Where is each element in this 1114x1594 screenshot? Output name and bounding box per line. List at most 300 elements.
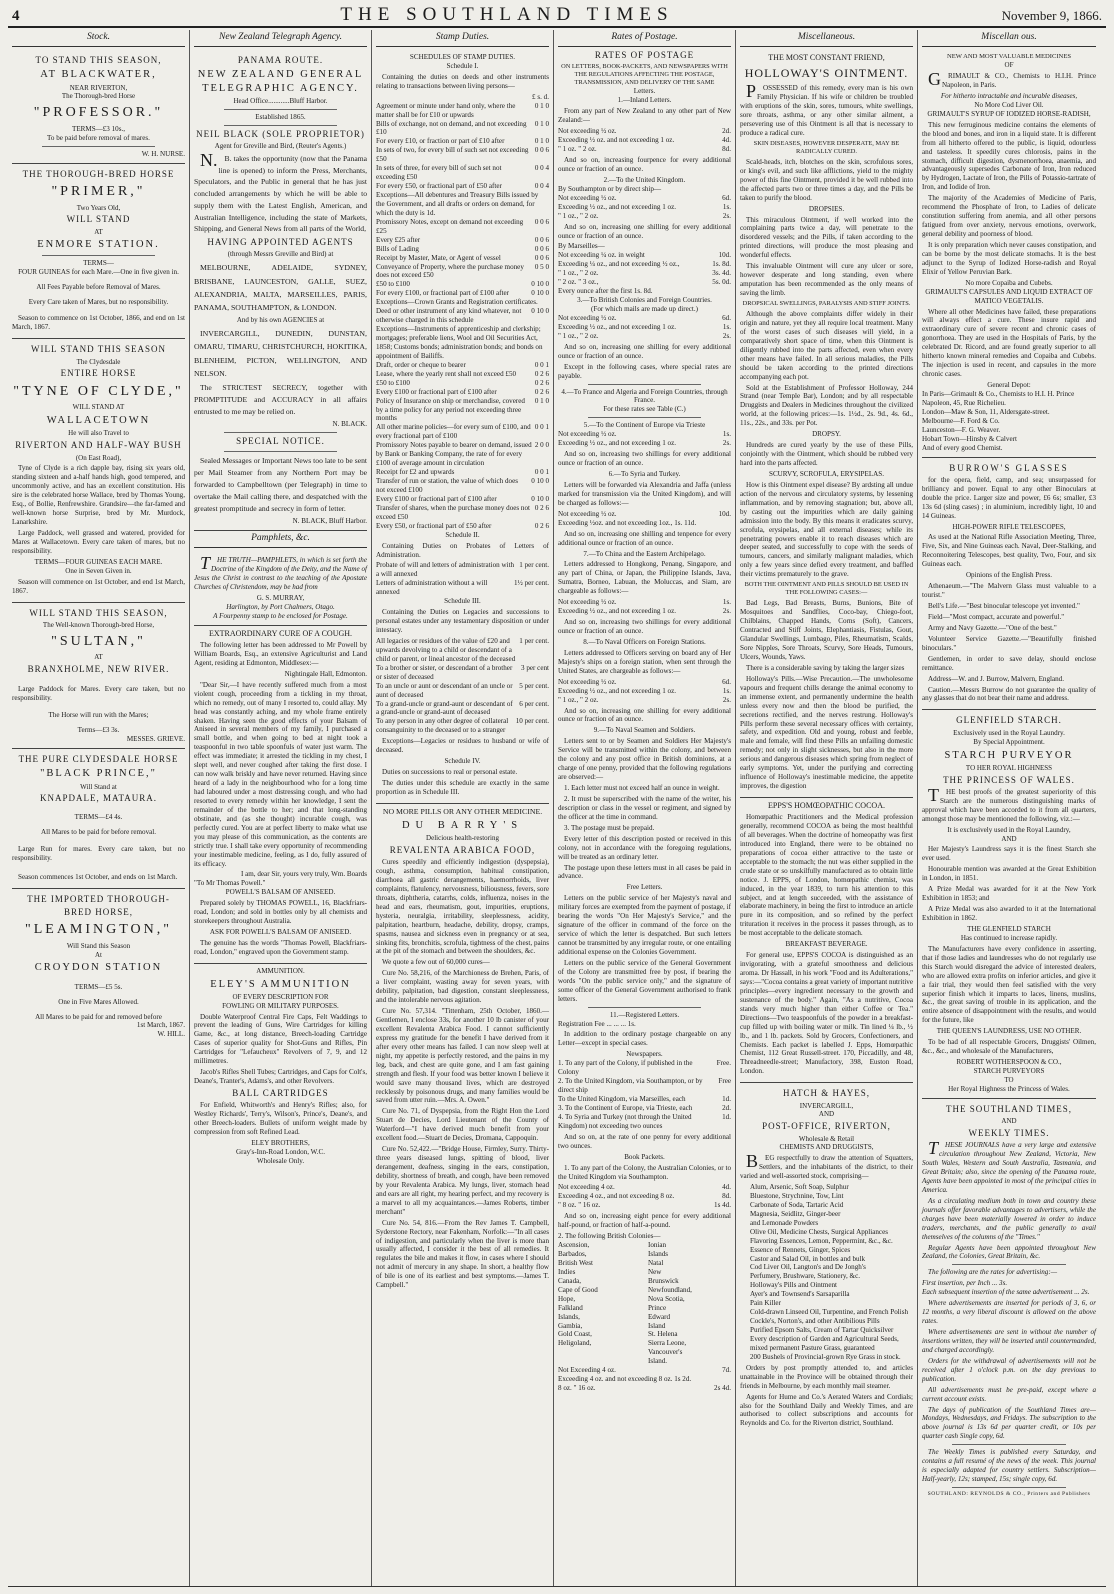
rate-table [558,598,731,616]
stock-item: Purified Epsom Salts, Cream of Tartar Quicksilver [750,1326,894,1335]
ad-title: NO MORE PILLS OR ANY OTHER MEDICINE. [382,806,543,816]
ad-line: WILL STAND [66,214,131,225]
stock-item: Holloway's Pills and Ointment [750,1281,837,1290]
ad-line: BALL CARTRIDGES [232,1088,329,1099]
row-value: 0 10 0 [531,494,549,503]
depot-item: London—Maw & Son, 11, Aldersgate-street. [922,407,1050,416]
row-label: To an uncle or aunt or descendant of an uncle or aunt of deceased [376,681,513,699]
rate-note: 2. The following British Colonies— [558,1232,661,1241]
row-value: 0 2 6 [534,369,549,378]
row-value: 7d. [722,1366,731,1375]
ad-line: Will Stand at [80,782,117,791]
row-label: In sets of two, for every bill of such set not exceeding £50 [376,146,529,164]
ad-body: Prepared solely by THOMAS POWELL, 16, Blackfriars-road, London; and sold in bottles only by all chemists and storekeepers throughout Australia. [194,899,367,926]
row-label: Exceeding ½ oz. and not exceeding 1 oz. [558,136,675,145]
row-value: 1s. [722,598,731,607]
colony-name: Heligoland, [558,1339,592,1348]
ad-line: BRANXHOLME, NEW RIVER. [27,664,170,675]
rate-note: By Marseilles— [558,242,605,251]
newspaper-title: THE SOUTHLAND TIMES [340,4,674,25]
ad-line: Agent for Greville and Bird, (Reuter's Agents.) [214,141,347,150]
rate-note: And so on, increasing one shilling for every additional ounce or fraction of an ounce. [558,706,731,724]
rate-rule: 3. The postage must be prepaid. [564,823,655,832]
ad-line: Harlington, by Port Chalmers, Otago. [226,603,335,612]
subsection-title: Newspapers. [626,1050,663,1059]
ad-body: As a circulating medium both in town and country these journals offer favorable advantages to advertisers, while the charges have been materially lowered in order to induce traders, merchants, and the public generally to avail themselves of the columns of the "Times." [922,1196,1096,1241]
press-quote: Volunteer Service Gazette.—"Beautifully finished binoculars." [922,634,1096,652]
row-label: 8 oz. " 16 oz. [558,1384,596,1393]
ad-line: STARCH PURVEYORS [973,1067,1045,1076]
ad-cough-cure [194,626,367,964]
ad-title: BURROW'S GLASSES [949,462,1069,473]
ad-title: DU BARRY'S [401,819,524,831]
ad-line: BRED HORSE, [63,906,133,917]
row-label: Every £100 or fractional part of £100 after [376,494,497,503]
table-row [558,1375,731,1384]
ad-line: FOUR GUINEAS for each Mare.—One in five given in. [18,267,179,276]
row-value: 0 1 0 [534,137,549,146]
row-value [546,298,549,307]
row-value: 0 10 0 [531,280,549,289]
colony-name: Gambia, [558,1321,583,1330]
row-label: To the United Kingdom, via Marseilles, each [558,1095,686,1104]
table-row [558,332,731,341]
table-row [558,323,731,332]
rate-note: Letters will be forwarded via Alexandria and Jaffa (unless marked for transmission via the United Kingdom), and will be charged as follows:— [558,480,731,507]
ad-body: Address—W. and J. Burrow, Malvern, England. [928,674,1065,683]
ad-line: STARCH PURVEYOR [944,749,1074,761]
ad-body: Gentlemen, in order to save delay, should enclose remittance. [922,654,1096,672]
page-number: 4 [12,8,20,24]
row-label: Draft, order or cheque to bearer [376,360,466,369]
row-value: 2s. [722,695,731,704]
table-row [376,236,549,245]
ad-line: REVALENTA ARABICA FOOD, [389,844,536,855]
row-label: Lease, where the yearly rent shall not exceed £50 [376,369,517,378]
ad-line: At [95,950,102,959]
ad-line: THE THOROUGH-BRED HORSE [22,168,175,179]
stock-item: Magnesia, Seidlitz, Ginger-beer [750,1209,841,1218]
ad-body: The genuine has the words "Thomas Powell, Blackfriars-road, London," engraved upon the Government stamp. [194,939,367,956]
row-value: 10d. [718,509,731,518]
table-row [376,263,549,281]
subsection-title: 6.—To Syria and Turkey. [608,470,681,479]
row-label: " 2 oz. " 3 oz., [558,278,599,287]
table-row [558,439,731,448]
ad-title: EPPS'S HOMŒOPATHIC COCOA. [768,801,885,811]
ad-line: And by his own AGENCIES at [236,316,325,325]
row-label: Promissory Notes payable to bearer on demand, issued by Bank or Banking Company, the rate of for every £100 of average amount in circulation [376,441,532,468]
row-label: Probate of will and letters of administration with a will annexed [376,561,515,579]
schedule-intro: Containing the Duties on Legacies and successions to personal estates under any testamentary disposition or under intestacy. [376,608,549,635]
rate-note: And so on, increasing two shillings for every additional ounce or fraction of an ounce. [558,450,731,468]
rate-table [558,314,731,341]
ad-line: The Clydesdale [76,357,121,366]
subsection-title: Book Packets. [624,1152,665,1161]
ad-body: Tyne of Clyde is a rich dapple bay, rising six years old, standing sixteen and a-half hands high, good tempered, and uncommonly active, and has an excellent constitution. His sire is the celebrated horse Wallace, bred by Thomas Young, Esq., of Bollie, Renfrewshire. Grandsire—the far-famed and well-known horse Surprise, bred by Mr. Murdock, Lanarkshire. [12,464,185,527]
rate-note: And so on, increasing one shilling and tenpence for every additional ounce or fraction of an ounce. [558,529,731,547]
colony-name: Barbados, [558,1250,587,1259]
ad-line: POWELL'S BALSAM OF ANISEED. [225,888,336,897]
row-label: Not exceeding ½ oz. [558,127,617,136]
ad-grimault [922,50,1096,458]
row-label: Receipt by Master, Mate, or Agent of vessel [376,253,501,262]
ad-body: Agents for Hume and Co.'s Aerated Waters and Cordials; also for the Southland Daily and Weekly Times, and are authorised to collect subscriptions and accounts for Reynolds and Co. for the Riverton district, Southland. [740,1392,913,1428]
ad-body: The days of publication of the Southland Times are—Mondays, Wednesdays, and Fridays. The subscription to the above journal is 13s 6d per quarter credit, or 10s per quarter cash Single copy, 6d. [922,1405,1096,1441]
cure-list [376,969,549,1290]
table-row [558,1059,731,1077]
ad-body: Where advertisements are inserted for periods of 3, 6, or 12 months, a very liberal discount is allowed on the above rates. [922,1299,1096,1326]
ad-line: ENMORE STATION. [37,239,160,251]
column-heading: Miscellaneous. [740,30,913,47]
ad-black-prince [12,749,185,888]
row-label: Exceeding ¼ oz., and not exceeding ½ oz., [558,260,680,269]
ad-title: EXTRAORDINARY CURE OF A COUGH. [208,628,353,638]
table-row [376,717,549,735]
press-quotes [922,582,1096,653]
ad-body: Cures speedily and efficiently indigestion (dyspepsia), cough, asthma, consumption, habitual constipation, diarrhoea all gastric derangements, haemorrhoids, liver complaints, flatulency, nervousness, biliousness, fevers, sore throats, diphtheria, catarrhs, colds, influenza, noises in the head and ears, rheumatism, gout, impurities, eruptions, hysteria, neuralgia, irritability, sleeplessness, acidity, palpitation, heartburn, headache, debility, dropsy, cramps, spasms, nausea and sickness even in pregnancy or at sea, sinking fits, bronchitis, scrofula, tightness of the chest, pains at the pit of the stomach and between the shoulders, &c. [376,858,549,956]
table-row [558,607,731,616]
ad-line: First insertion, per Inch ... 3s. [922,1279,1008,1288]
rate-table [558,127,731,154]
stock-item: Olive Oil, Medicine Chests, Surgical Appliances [750,1227,888,1236]
rate-table [558,678,731,705]
stock-item: Flavoring Essences, Lemon, Peppermint, &c., &c. [750,1236,893,1245]
ad-line: No more Copaiba and Cubebs. [965,278,1053,287]
ad-body: A Prize Medal was also awarded to it at the International Exhibition in 1862. [922,905,1096,923]
stock-item: Perfumery, Brushware, Stationery, &c. [750,1272,860,1281]
ad-signature: I am, dear Sir, yours very truly, Wm. Boards [241,870,367,879]
ad-line: The Well-known Thorough-bred Horse, [42,620,155,629]
table-row [558,678,731,687]
ad-tyne-of-clyde [12,339,185,602]
rate-note: Letters on the public service of the General Government of the Colony are transmitted free by post, if bearing the words "On the public service only," and the signature of some officer of the General Government authorised to frank letters. [558,958,731,1003]
row-label: " 1 oz., " 2 oz. [558,269,599,278]
ad-line: AMMUNITION. [256,966,305,975]
row-label: " 1 oz. " 2 oz. [558,145,597,154]
rate-note: In addition to the ordinary postage chargeable on any Letter—except in special cases. [558,1030,731,1048]
rate-note: And so on, increasing two shillings for every additional ounce or fraction of an ounce. [558,618,731,636]
table-row [376,102,549,120]
stock-list [740,1183,913,1362]
row-label: Letters of administration without a will annexed [376,579,488,597]
colony-name: Falkland Islands, [558,1303,583,1321]
row-label: 2. To the United Kingdom, via Southampton, or by direct ship [558,1077,703,1095]
stock-item: Bluestone, Strychnine, Tow, Lint [750,1191,844,1200]
row-label: 4. To Syria and Turkey (not through the United Kingdom) not exceeding two ounces [558,1112,692,1130]
ad-line: Head Office............Bluff Harbor. [233,96,328,105]
table-row [376,218,549,236]
column-stamp-duties [372,30,554,1586]
row-label: To a brother or sister, or descendant of a brother or sister of deceased [376,663,513,681]
row-value: 1½ per cent. [513,579,549,588]
row-value: 0 0 6 [534,253,549,262]
row-value: 0 2 6 [534,521,549,530]
ad-line: CHEMISTS AND DRUGGISTS, [779,1143,874,1152]
table-row [558,598,731,607]
ad-line: For hitherto intractable and incurable diseases, [940,91,1078,100]
press-quote: Army and Navy Gazette.—"One of the best." [928,623,1057,632]
colony-name: Sierra Leone, [647,1339,687,1348]
colony-name: Newfoundland, [647,1285,692,1294]
row-label: Exceeding 4 oz. and not exceeding 8 oz. 1s 2d. [558,1375,692,1384]
ad-line: AT [94,653,103,662]
row-label: Deed or other instrument of any kind whatever, not otherwise charged in this schedule [376,307,522,325]
row-value: 1d. [722,1095,731,1104]
colony-name: St. Helena [647,1330,678,1339]
ad-line: WILL STAND THIS SEASON [30,344,167,355]
row-value: 2s. [722,211,731,220]
colony-name: Vancouver's Island. [647,1348,683,1366]
ad-body: Her Majesty's Laundress says it is the finest Starch she ever used. [922,845,1096,863]
ad-body: There is a considerable saving by taking the larger sizes [746,663,905,672]
ad-line: (through Messrs Greville and Bird) at [227,250,334,259]
ad-pamphlets [194,551,367,626]
ad-line: Season commences 1st October, and ends on 1st March. [18,872,178,881]
row-label: To any person in any other degree of collateral consanguinity to the deceased or to a stranger [376,717,509,735]
section-heading: Pamphlets, &c. [194,531,367,548]
table-row [376,280,549,289]
ad-title: NEW ZEALAND GENERAL TELEGRAPHIC AGENCY. [197,69,364,94]
table-row [376,441,549,468]
colony-name: Ionian Islands [647,1241,669,1259]
row-label: Not exceeding ½ oz. [558,509,617,518]
colony-name: Canada, [558,1276,582,1285]
ad-body: Holloway's Pills.—Wise Precaution.—The unwholesome vapours and frequent chills derange the animal economy to an immense extent, and permanently undermine the health unless every now and then the blood be purified, the secretions rectified, and the nerves restrung. Holloway's Pills perform these several necessary offices with certainty, safety, and expedition. Old and young, robust and feeble, male and female, will find these Pills an unfailing domestic remedy; not only in slight sicknesses, but also in the more serious and dangerous diseases which spring from neglect of early symptoms. Yet, under the purifying and correcting influence of Holloway's inestimable medicine, the appetite improves, the digestion [740,674,913,791]
ad-subhead: DROPSY. [812,430,841,439]
table-row [558,1095,731,1104]
column-heading: Stamp Duties. [376,30,549,47]
ad-line: 1st March, 1867. [136,1021,185,1030]
table-row [376,182,549,191]
row-value: 2 0 0 [534,441,549,450]
rate-note: Letters addressed to Hongkong, Penang, Singapore, and any part of China, or Japan, the Philippine Islands, Java, Sumatra, Borneo, Labuan, the Moluccas, and Siam, are chargeable as follows:— [558,560,731,596]
ad-line: Exclusively used in the Royal Laundry. [953,728,1065,737]
ad-body: Bad Legs, Bad Breasts, Burns, Bunions, Bite of Mosquitoes and Sandflies, Coco-bay, Chiego-foot, Chilblains, Chapped Hands, Corns (Soft), Cancers, Contracted and Stiff Joints, Elephantiasis, Fistulas, Gout, Glandular Swellings, Lumbago, Piles, Rheumatism, Scalds, Sore Nipples, Sore Throats, Scurvy, Sore Heads, Tumours, Ulcers, Wounds, Yaws. [740,599,913,661]
ad-line: Season to commence on 1st October, 1866, and end on 1st March, 1867. [12,314,185,332]
ad-body: Hundreds are cured yearly by the use of these Pills, conjointly with the Ointment, which should be rubbed very hard into the parts affected. [740,441,913,468]
rate-note: Every ounce after the first 1s. 8d. [558,287,653,296]
columns [8,30,1106,1587]
table-row [558,136,731,145]
cure-testimonial: Cure No. 57,314. "Tittenham, 25th October, 1860.—Gentlemen, I enclose 33s, for another 10 lb canister of your excellent Revalenta Arabica Food. I cannot sufficiently express my gratitude for the benefit I have derived from it after every other means has failed. I can now sleep well at night, my appetite is perfectly restored, and the pains in my leg, back, and chest are quite gone, and I am fast gaining strength and flesh. If your food was better known I believe it would save many thousand lives, which are destroyed recklessly by poisonous drugs, and many families would be saved from utter ruin.—Mrs. A. Owen." [376,1007,549,1105]
ad-line: NEIL BLACK (SOLE PROPRIETOR) [196,128,365,139]
row-value: 1s. [722,322,731,331]
stock-item: Pain Killer [750,1299,781,1308]
table-row [376,504,549,522]
table-row [376,682,549,700]
ad-line: RIVERTON AND HALF-WAY BUSH [15,440,182,451]
ad-line: Gray's-Inn-Road London, W.C. [236,1148,325,1157]
rate-note: For these rates see Table (C.) [603,405,686,414]
table-row [376,307,549,325]
ad-primer [12,164,185,340]
cure-testimonial: Cure No. 71, of Dyspepsia, from the Right Hon the Lord Stuart de Decies, Lord Lieutenant of the County of Waterford—"I have derived much benefit from your excellent food.—Stuart de Decies, Dromana, Cappoquin. [376,1107,549,1143]
row-label: Exceeding ½ oz., and not exceeding 1 oz. [558,322,676,331]
ad-line: One in Seven Given in. [65,566,132,575]
ad-line: PANAMA ROUTE. [237,54,324,65]
section-subtitle: ON LETTERS, BOOK-PACKETS, AND NEWSPAPERS WITH THE REGULATIONS AFFECTING THE POSTAGE, TRANSMISSION, AND DELIVERY OF THE SAME [561,63,728,87]
ad-body: We quote a few out of 60,000 cures— [382,958,490,967]
row-label: Exceeding ½ oz., and not exceeding 1 oz. [558,686,676,695]
colony-list-left [558,1241,641,1366]
rate-table [558,510,731,528]
ad-line: THE PRINCESS OF WALES. [943,774,1075,785]
ad-line: POST-OFFICE, RIVERTON, [762,1121,891,1132]
ad-line: SPECIAL NOTICE. [236,436,325,447]
ad-line: One in Five Mares Allowed. [58,997,139,1006]
ad-body: Homœpathic Practitioners and the Medical profession generally, recommend COCOA as being the most healthful of all beverages. When the doctrine of homeopathy was first introduced into England, there were to be obtained no preparations of cocoa either attractive to the taste or acceptable to the stomach; the nut was either supplied in the crude state or so unskilfully manufactured as to obtain little notice. J. EPPS, of London, homœpathic chemist, was induced, in the year 1839, to turn his attention to this subject, and at length succeeded, with the assistance of elaborate machinery, in being the first to introduce an article pure in its composition, and so refined by the perfect trituration it receives in the process it passes through, as to be most acceptable to the delicate stomach. [740,813,913,938]
ad-line: THE MOST CONSTANT FRIEND, [768,52,885,62]
table-row [558,251,731,260]
row-label: " 1 oz., " 2 oz. [558,695,599,704]
row-value: 3 per cent [521,663,549,672]
table-row [376,361,549,370]
ad-line: It is exclusively used in the Royal Laundry, [947,825,1071,834]
ad-line: TO STAND THIS SEASON, [35,54,162,65]
ad-line: AND [818,1110,835,1119]
table-row [376,191,549,218]
table-row [558,203,731,212]
row-label: Every £100 or fractional part of £100 after [376,387,497,396]
ad-line: AND [1001,834,1017,843]
row-value: 10d. [718,251,731,260]
stock-item: and Lemonade Powders [750,1218,819,1227]
stock-item: Cold-drawn Linseed Oil, Turpentine, and French Polish [750,1308,909,1317]
ad-body: The STRICTEST SECRECY, together with PROMPTITUDE and ACCURACY in all affairs entrusted to me may be relied on. [194,383,367,417]
ad-line: AT [94,227,103,236]
row-label: Transfer of shares, when the purchase money does not exceed £50 [376,503,530,521]
ad-line: The Thorough-bred Horse [61,92,136,101]
ad-signature: MESSES. GRIEVE. [126,735,185,744]
table-row [376,579,549,597]
ad-line: AND [1001,1117,1017,1126]
colony-name: Cape of Good Hope, [558,1285,598,1303]
ad-line: ASK FOR POWELL'S BALSAM OF ANISEED. [209,928,352,937]
rate-note: And so on, increasing one shilling for every additional ounce or fraction of an ounce. [558,342,731,360]
ad-body: Large Run for mares. Every care taken, but no responsibility. [12,844,185,862]
row-value: 2d. [722,1103,731,1112]
row-value: 0 0 4 [534,164,549,173]
schedule-intro: Containing the duties on deeds and other instruments relating to transactions between living persons— [376,72,549,90]
row-label: Every £50, or fractional part of £50 after [376,521,492,530]
ad-body: How is this Ointment expel disease? By ardsting all undue action of the nervous and circulatory systems, by lessening inflammation, and by removing stagnation; but, above all, by casting out the impurities which are daily gaining admission into the body. By this means it eradicates scurvy, scrofula, erysipelas, and all external diseases; while its penetrating powers enable it to reach diseases which are deeper seated, and successfully to cope with the seeds of tumours, cancers, and similarly malignant maladies, which only a few years since defied every treatment, and baffled their victims prematurely to the grave. [740,480,913,579]
row-label: Conveyance of Property, where the purchase money does not exceed £50 [376,262,524,280]
rate-note: The postage upon these letters must in all cases be paid in advance. [558,863,731,881]
row-label: Not exceeding ½ oz. [558,313,617,322]
ad-title: WEEKLY TIMES. [968,1127,1050,1138]
row-label: In sets of three, for every bill of such set not exceeding £50 [376,164,502,182]
ad-line: Delicious health-restoring [426,833,499,842]
row-label: Receipt for £2 and upwards [376,468,455,477]
ad-body: It is only preparation which never causes constipation, and can be borne by the most delicate stomachs. It is the best adjunct to the Syrup of Iodized Horse-radish and Royal Elixir of Yellow Peruvian Bark. [922,240,1096,276]
ad-body: Jacob's Rifles Shell Tubes; Cartridges, and Caps for Colt's, Deane's, Tranter's, Adams's, and other Revolvers. [194,1068,367,1086]
ad-body: Where all other Medicines have failed, these preparations will always effect a cure. These insure rapid and extraordinary cure of severe recent and chronic cases of gonorrhoea. They are used in the Hospitals of Paris, by the celebrated Dr. Ricord, and are found greatly superior to all hitherto known mineral remedies and Copaiba and Cubebs. The injection is used in recent, and capsules in the more chronic cases. [922,307,1096,379]
rate-table [558,1366,731,1393]
ad-subhead: GRIMAULT'S CAPSULES AND LIQUID EXTRACT OF MATICO VEGETALIS. [925,287,1093,305]
ad-line: All Mares to be paid for and removed before [35,1012,162,1021]
ad-title: HOLLOWAY'S OINTMENT. [744,66,909,81]
stock-item: Every description of Garden and Agricultural Seeds, mixed permanent Pasture Grass, guaranteed [750,1334,899,1352]
ad-subhead: BOTH THE OINTMENT AND PILLS SHOULD BE USED IN THE FOLLOWING CASES:— [744,581,909,597]
row-value [546,191,549,218]
row-value: 8d. [722,1192,731,1201]
ad-subhead: BREAKFAST BEVERAGE. [785,940,868,949]
rate-table [558,1183,731,1210]
ad-line: KNAPDALE, MATAURA. [39,793,158,804]
ad-signature: W. H. NURSE. [141,149,185,158]
subsection-title: 8.—To Naval Officers on Foreign Stations. [583,637,706,646]
rate-note: And so on, at the rate of one penny for every additional two ounces. [558,1132,731,1150]
stamp-duties-schedules [376,50,549,804]
ad-line: "To Mr Thomas Powell." [194,879,266,888]
ad-body: Caution.—Messrs Burrow do not guarantee the quality of any glasses that do not bear their name and address. [922,685,1096,703]
colony-name: Prince Edward Island [647,1303,671,1330]
subsection-title: Letters. [633,87,656,96]
row-value: 1s. [722,430,731,439]
horse-name: "LEAMINGTON," [25,922,172,938]
row-value: 0 10 0 [531,289,549,298]
ad-body: for the opera, field, camp, and sea; unsurpassed for brilliancy and power. Equal to any other Binoculars at double the price. Larger size and power, £6 6s; smaller, £3 13s 6d (sling cases) ; in aluminium, incredibly light, 10 and 14 Guineas. [922,475,1096,520]
table-row [558,1077,731,1095]
ad-leamington [12,889,185,1040]
ad-body: THE best proofs of the greatest superiority of this Starch are the numerous distinguishing marks of approval which have been accorded to it from all quarters, amongst those may be mentioned the following, viz.:— [922,784,1096,823]
ad-line: ROBERT WOTHERSPOON & CO., [956,1058,1062,1067]
table-row [558,260,731,269]
row-value [546,325,549,361]
stock-item: 200 Bushels of Provincial-grown Rye Grass in stock. [750,1352,901,1361]
row-value: 1d. [722,1112,731,1121]
ad-line: TO [1004,1075,1014,1084]
ad-line: Wholesale & Retail [798,1134,855,1143]
ad-title: HATCH & HAYES, [783,1088,870,1099]
ad-line: ENTIRE HORSE [60,368,137,379]
rate-note: And so on, increasing fourpence for every additional ounce or fraction of an ounce. [558,156,731,173]
colony-name: New Brunswick [647,1267,679,1285]
ad-line: Two Years Old, [76,203,121,212]
table-row [376,495,549,504]
table-row [376,700,549,718]
row-label: All other marine policies—for every sum of £100, and every fractional part of £100 [376,423,531,441]
colony-name: British West Indies [558,1258,593,1276]
row-value: 6d. [722,193,731,202]
ad-body: For Enfield, Whitworth's and Henry's Rifles; also, for Westley Richards', Terry's, Wilson's, Prince's, Deane's, and other Breech-loaders. Bullets of uniform weight made by compression from soft Refined Lead. [194,1101,367,1137]
ad-subhead: General Depot: [987,381,1031,390]
table-row [558,1192,731,1201]
row-value: 0 5 0 [534,262,549,271]
schedule-note: Exceptions—Legacies or residues to husband or wife of deceased. [376,737,549,755]
stock-item: Cockle's, Norton's, and other Antibilious Pills [750,1317,880,1326]
table-row [558,1384,731,1393]
stock-item: Castor and Salad Oil, in bottles and bulk [750,1254,866,1263]
ad-line: FOWLING OR MILITARY PURPOSES. [222,1001,339,1010]
schedule-title: Schedule I. [446,61,479,70]
depot-item: Melbourne—F. Ford & Co. [922,416,1000,425]
column-heading: Rates of Postage. [558,30,731,47]
ad-line: By Special Appointment. [973,737,1045,746]
row-value: 5s. 0d. [712,278,731,287]
ad-subhead: SKIN DISEASES, HOWEVER DESPERATE, MAY BE RADICALLY CURED. [753,139,900,155]
ad-body: The following letter has been addressed to Mr Powell by William Boards, Esq., an extensive Agriculturist and Land Agent, residing at Edmonton, Middlesex:— [194,641,367,667]
ad-body: Scald-heads, itch, blotches on the skin, scrofulous sores, or king's evil, and such like afflictions, yield to the mighty power of this fine Ointment, provided it be well rubbed into the affected parts two or three times a day, and the Pills be taken to purify the blood. [740,157,913,202]
column-heading: Stock. [12,30,185,47]
subsection-title: 11.—Registered Letters. [609,1010,680,1019]
row-value: 0 0 6 [534,146,549,155]
ad-body: This new ferruginous medicine contains the elements of the blood and bones, and iron in a liquid state. It is different from all hitherto offered to the public, is liquid, odourless and tasteless. It speedily cures chlorosis, pains in the stomach, difficult digestion, dysmenorrhoea, anaemia, and advantageously supersedes Carbonate of Iron, Iron reduced by Hydrogen, Lactate of Iron, the Pills of Potassio-tartrate of Iron, and Iodide of Iron. [922,120,1096,192]
row-value: 0 2 6 [534,503,549,512]
row-label: Not exceeding ½ oz. [558,677,617,686]
ad-body: As used at the National Rifle Association Meeting, Three, Five, Six, and Nine Guineas each. Naval, Deer-Stalking, and Reconnoitering Telescopes, best quality, Two, Four, and six Guineas each. [922,533,1096,569]
